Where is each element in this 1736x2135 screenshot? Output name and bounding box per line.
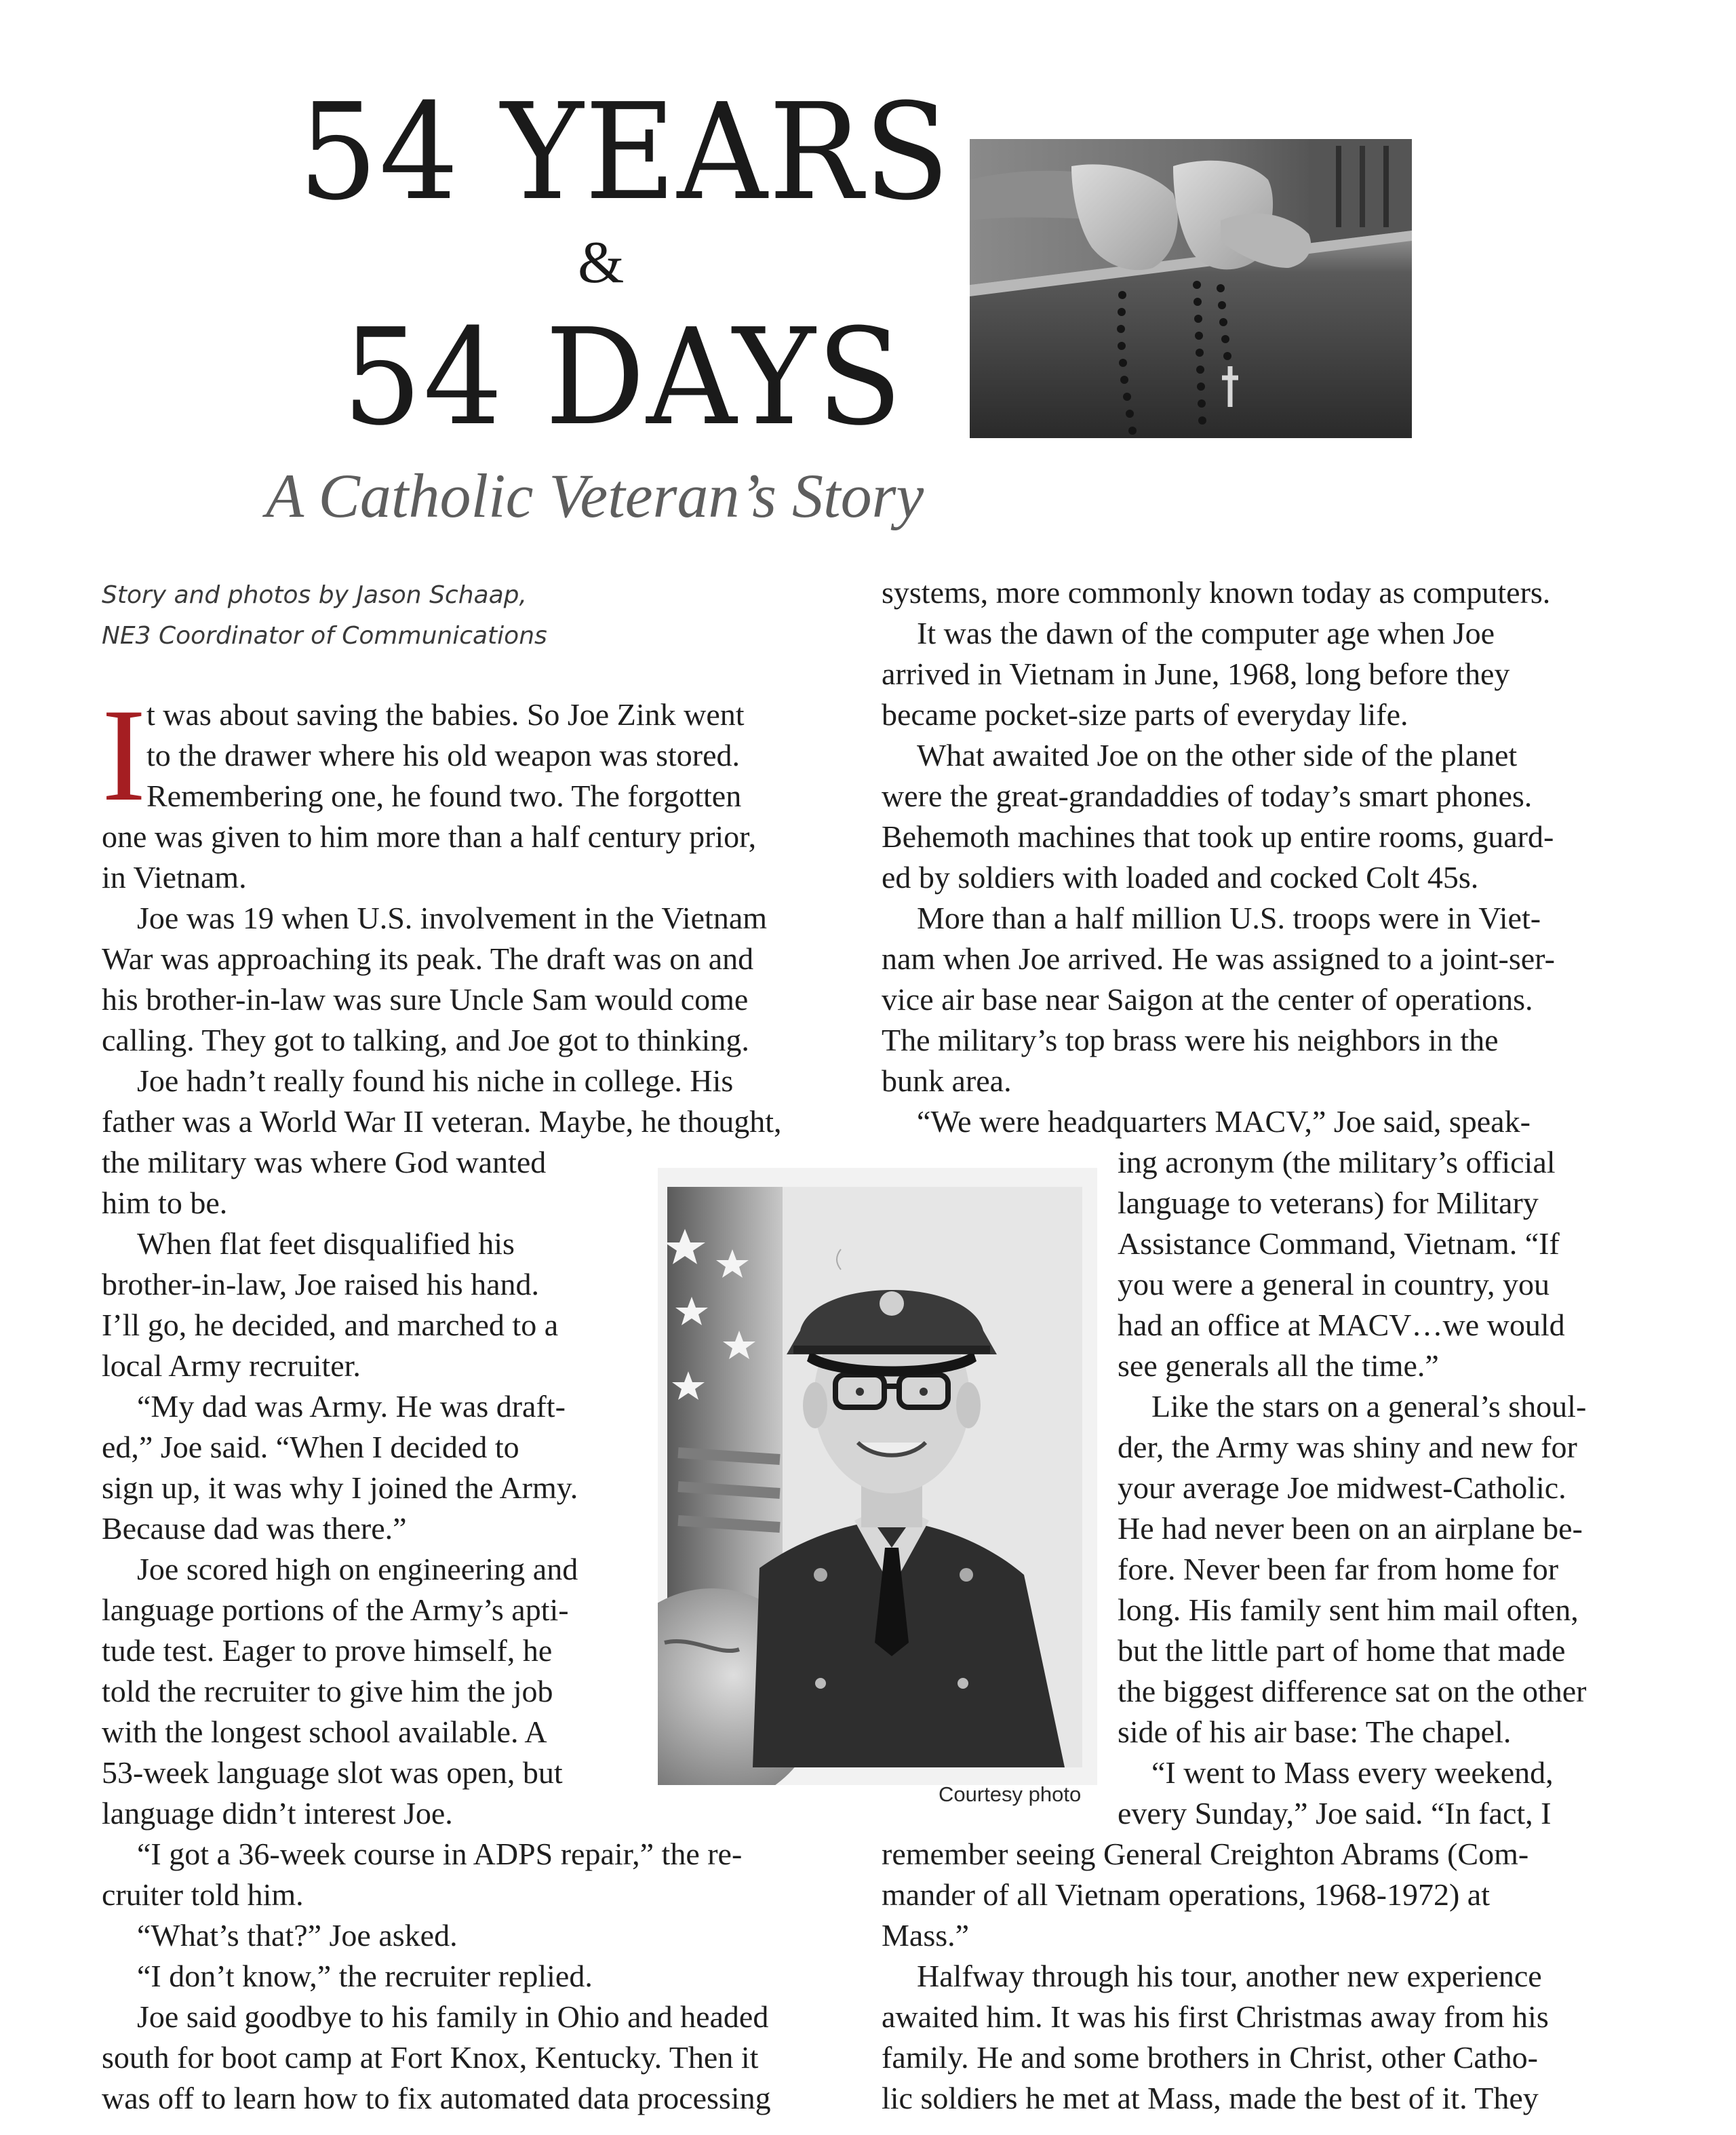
column-2-line: had an office at MACV…we would	[1118, 1308, 1565, 1342]
column-2-line: language to veterans) for Military	[1118, 1186, 1539, 1220]
column-2-line: long. His family sent him mail often,	[1118, 1592, 1579, 1627]
column-1-line: south for boot camp at Fort Knox, Kentucky. Then it	[102, 2040, 759, 2075]
column-1-line: him to be.	[102, 1186, 228, 1220]
column-2-line: family. He and some brothers in Christ, other Catho-	[882, 2040, 1538, 2075]
column-2-line: Behemoth machines that took up entire rooms, guard-	[882, 819, 1554, 854]
column-1-line: Joe scored high on engineering and	[137, 1552, 578, 1586]
column-2-line: Halfway through his tour, another new experience	[917, 1959, 1542, 1993]
soldier-portrait-photo	[658, 1168, 1097, 1785]
rosary-photo	[970, 139, 1412, 438]
byline-title: NE3 Coordinator of Communications	[102, 622, 547, 650]
column-2-line: were the great-grandaddies of today’s smart phones.	[882, 779, 1533, 813]
column-2-line: lic soldiers he met at Mass, made the best of it. They	[882, 2081, 1539, 2115]
column-2-line: vice air base near Saigon at the center of operations.	[882, 982, 1533, 1017]
byline	[102, 575, 547, 657]
column-1-line: tude test. Eager to prove himself, he	[102, 1633, 553, 1668]
column-1-line: one was given to him more than a half century prior,	[102, 819, 757, 854]
column-1-line: I’ll go, he decided, and marched to a	[102, 1308, 559, 1342]
column-1-line: Remembering one, he found two. The forgotten	[146, 779, 742, 813]
column-2-line: “I went to Mass every weekend,	[1151, 1755, 1554, 1790]
column-2-line: He had never been on an airplane be-	[1118, 1511, 1583, 1546]
column-1-line: Because dad was there.”	[102, 1511, 407, 1546]
column-2-line: side of his air base: The chapel.	[1118, 1715, 1512, 1749]
column-2-line: became pocket-size parts of everyday life.	[882, 697, 1408, 732]
column-1-line: “What’s that?” Joe asked.	[137, 1918, 458, 1953]
column-2-line: mander of all Vietnam operations, 1968-1972) at	[882, 1877, 1490, 1912]
column-1-line: calling. They got to talking, and Joe got to thinking.	[102, 1023, 749, 1057]
column-1-line: his brother-in-law was sure Uncle Sam would come	[102, 982, 749, 1017]
article-subtitle: A Catholic Veteran’s Story	[266, 461, 924, 530]
column-2-line: Like the stars on a general’s shoul-	[1151, 1389, 1587, 1424]
column-2-line: “We were headquarters MACV,” Joe said, speak-	[917, 1104, 1531, 1139]
column-2-line: der, the Army was shiny and new for	[1118, 1430, 1577, 1464]
photo-caption: Courtesy photo	[939, 1782, 1082, 1806]
column-2-line: nam when Joe arrived. He was assigned to a joint-ser-	[882, 941, 1555, 976]
column-1-line: cruiter told him.	[102, 1877, 304, 1912]
title-ampersand: &	[578, 230, 626, 296]
column-2-line: the biggest difference sat on the other	[1118, 1674, 1587, 1708]
byline-author: Story and photos by Jason Schaap,	[102, 581, 527, 609]
drop-cap: I	[102, 682, 146, 829]
column-2-line: fore. Never been far from home for	[1118, 1552, 1559, 1586]
column-1-line: with the longest school available. A	[102, 1715, 547, 1749]
column-1-line: language didn’t interest Joe.	[102, 1796, 453, 1830]
column-2-line: bunk area.	[882, 1063, 1012, 1098]
column-1-line: t was about saving the babies. So Joe Zink went	[146, 697, 745, 732]
column-1-line: War was approaching its peak. The draft was on and	[102, 941, 754, 976]
column-2-line: arrived in Vietnam in June, 1968, long before they	[882, 657, 1510, 691]
column-1-line: “I don’t know,” the recruiter replied.	[137, 1959, 593, 1993]
column-2-line: Assistance Command, Vietnam. “If	[1118, 1226, 1560, 1261]
column-2-line: every Sunday,” Joe said. “In fact, I	[1118, 1796, 1552, 1830]
column-2-line: awaited him. It was his first Christmas away from his	[882, 1999, 1549, 2034]
column-2-line: systems, more commonly known today as computers.	[882, 575, 1551, 610]
column-1-line: When flat feet disqualified his	[137, 1226, 515, 1261]
column-1-line: “I got a 36-week course in ADPS repair,” the re-	[137, 1837, 743, 1871]
column-2-line: The military’s top brass were his neighbors in the	[882, 1023, 1499, 1057]
column-2-line: More than a half million U.S. troops were in Viet-	[917, 901, 1541, 935]
title-line-2: 54 DAYS	[342, 300, 904, 455]
column-2-line: but the little part of home that made	[1118, 1633, 1566, 1668]
column-1-line: “My dad was Army. He was draft-	[137, 1389, 566, 1424]
column-1-line: told the recruiter to give him the job	[102, 1674, 553, 1708]
column-1-line: Joe said goodbye to his family in Ohio and headed	[137, 1999, 769, 2034]
column-1-line: Joe hadn’t really found his niche in college. His	[137, 1063, 734, 1098]
title-line-1: 54 YEARS	[298, 75, 951, 230]
column-1-line: the military was where God wanted	[102, 1145, 547, 1179]
column-1-line: language portions of the Army’s apti-	[102, 1592, 569, 1627]
column-1-line: Joe was 19 when U.S. involvement in the Vietnam	[137, 901, 768, 935]
column-2-line: Mass.”	[882, 1918, 970, 1953]
column-1-line: brother-in-law, Joe raised his hand.	[102, 1267, 540, 1301]
column-2-line: ed by soldiers with loaded and cocked Colt 45s.	[882, 860, 1479, 895]
column-2-line: see generals all the time.”	[1118, 1348, 1439, 1383]
column-1-line: father was a World War II veteran. Maybe, he thought,	[102, 1104, 782, 1139]
column-1-line: 53-week language slot was open, but	[102, 1755, 563, 1790]
column-2-line: your average Joe midwest-Catholic.	[1118, 1470, 1566, 1505]
column-1-line: ed,” Joe said. “When I decided to	[102, 1430, 519, 1464]
column-1-line: to the drawer where his old weapon was stored.	[146, 738, 741, 772]
column-2-line: It was the dawn of the computer age when Joe	[917, 616, 1495, 650]
column-2-line: remember seeing General Creighton Abrams (Com-	[882, 1837, 1529, 1871]
column-1-line: sign up, it was why I joined the Army.	[102, 1470, 578, 1505]
column-1-line: local Army recruiter.	[102, 1348, 361, 1383]
column-1-line: in Vietnam.	[102, 860, 247, 895]
column-2-line: you were a general in country, you	[1118, 1267, 1550, 1301]
column-1-line: was off to learn how to fix automated data processing	[102, 2081, 771, 2115]
column-2-line: ing acronym (the military’s official	[1118, 1145, 1556, 1179]
column-2-line: What awaited Joe on the other side of the planet	[917, 738, 1518, 772]
